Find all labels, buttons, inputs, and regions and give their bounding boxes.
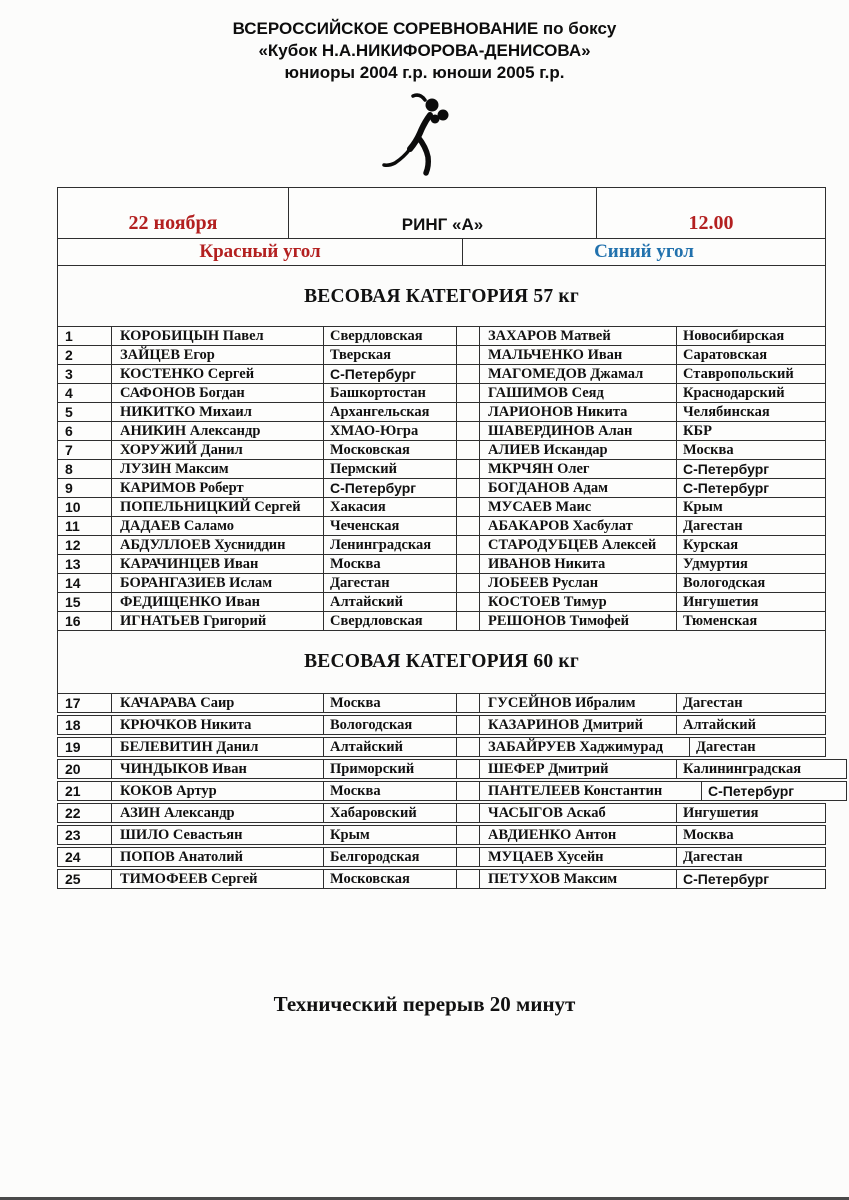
blue-boxer-region: Алтайский — [676, 716, 825, 734]
blue-boxer-name: ЛОБЕЕВ Руслан — [479, 574, 676, 592]
bout-number: 14 — [65, 575, 81, 591]
bout-row — [57, 592, 826, 612]
red-boxer-name: АНИКИН Александр — [111, 422, 323, 440]
bout-number: 7 — [65, 442, 73, 458]
corner-separator — [456, 574, 479, 592]
break-note: Технический перерыв 20 минут — [273, 992, 576, 1016]
bout-number: 16 — [65, 613, 81, 629]
red-boxer-region: С-Петербург — [323, 479, 456, 497]
red-boxer-name: ШИЛО Севастьян — [111, 826, 323, 844]
red-boxer-name: КАЧАРАВА Саир — [111, 694, 323, 712]
red-boxer-name: НИКИТКО Михаил — [111, 403, 323, 421]
red-boxer-region: Москва — [323, 555, 456, 573]
blue-boxer-region: Вологодская — [676, 574, 825, 592]
blue-boxer-name: ЛАРИОНОВ Никита — [479, 403, 676, 421]
blue-boxer-name: ЗАБАЙРУЕВ Хаджимурад — [479, 738, 689, 756]
bout-row — [57, 693, 826, 713]
blue-boxer-name: АБАКАРОВ Хасбулат — [479, 517, 676, 535]
red-boxer-region: Архангельская — [323, 403, 456, 421]
corner-separator — [456, 804, 479, 822]
corner-separator — [456, 760, 479, 778]
corner-separator — [456, 555, 479, 573]
bout-row — [57, 554, 826, 574]
bout-row — [57, 573, 826, 593]
blue-boxer-region: Краснодарский — [676, 384, 825, 402]
red-boxer-name: ЛУЗИН Максим — [111, 460, 323, 478]
corner-separator — [456, 848, 479, 866]
bout-row — [57, 478, 826, 498]
red-boxer-name: ПОПЕЛЬНИЦКИЙ Сергей — [111, 498, 323, 516]
corner-separator — [456, 536, 479, 554]
bout-row — [57, 516, 826, 536]
corner-separator — [456, 346, 479, 364]
bout-row — [57, 715, 826, 735]
red-boxer-region: Москва — [323, 694, 456, 712]
category-57-title: ВЕСОВАЯ КАТЕГОРИЯ 57 кг — [57, 266, 826, 327]
corner-separator — [456, 479, 479, 497]
category-60-title: ВЕСОВАЯ КАТЕГОРИЯ 60 кг — [57, 631, 826, 693]
corner-separator — [456, 365, 479, 383]
bout-number: 4 — [65, 385, 73, 401]
bout-row — [57, 803, 826, 823]
red-boxer-name: БЕЛЕВИТИН Данил — [111, 738, 323, 756]
bout-row — [57, 497, 826, 517]
red-boxer-region: ХМАО-Югра — [323, 422, 456, 440]
red-boxer-region: Вологодская — [323, 716, 456, 734]
blue-boxer-region: Дагестан — [676, 694, 825, 712]
bout-number: 2 — [65, 347, 73, 363]
corner-separator — [456, 498, 479, 516]
bout-number: 8 — [65, 461, 73, 477]
blue-boxer-name: ГУСЕЙНОВ Ибралим — [479, 694, 676, 712]
blue-boxer-name: МКРЧЯН Олег — [479, 460, 676, 478]
blue-boxer-region: Ингушетия — [676, 804, 825, 822]
red-boxer-region: Московская — [323, 870, 456, 888]
corner-separator — [456, 403, 479, 421]
red-boxer-region: Москва — [323, 782, 456, 800]
bout-number: 23 — [65, 827, 81, 843]
corner-separator — [456, 716, 479, 734]
blue-boxer-name: ПЕТУХОВ Максим — [479, 870, 676, 888]
bout-row — [57, 402, 826, 422]
red-boxer-region: Хабаровский — [323, 804, 456, 822]
corner-separator — [456, 460, 479, 478]
blue-boxer-region: Удмуртия — [676, 555, 825, 573]
bout-number: 6 — [65, 423, 73, 439]
blue-boxer-name: МАЛЬЧЕНКО Иван — [479, 346, 676, 364]
red-boxer-region: Белгородская — [323, 848, 456, 866]
blue-boxer-region: Дагестан — [676, 517, 825, 535]
blue-boxer-name: КОСТОЕВ Тимур — [479, 593, 676, 611]
bout-number: 17 — [65, 695, 81, 711]
blue-boxer-region: Челябинская — [676, 403, 825, 421]
bout-row — [57, 364, 826, 384]
blue-boxer-region: С-Петербург — [676, 870, 825, 888]
category-57-bouts — [57, 326, 826, 631]
red-boxer-region: Дагестан — [323, 574, 456, 592]
bout-row — [57, 459, 826, 479]
blue-boxer-region: Москва — [676, 441, 825, 459]
red-boxer-region: Крым — [323, 826, 456, 844]
bout-number: 9 — [65, 480, 73, 496]
bout-row — [57, 345, 826, 365]
blue-boxer-name: ГАШИМОВ Сеяд — [479, 384, 676, 402]
bout-number: 1 — [65, 328, 73, 344]
red-boxer-name: БОРАНГАЗИЕВ Ислам — [111, 574, 323, 592]
red-boxer-name: ЗАЙЦЕВ Егор — [111, 346, 323, 364]
bout-row — [57, 869, 826, 889]
corner-separator — [456, 593, 479, 611]
blue-boxer-name: ПАНТЕЛЕЕВ Константин — [479, 782, 701, 800]
blue-boxer-name: ЗАХАРОВ Матвей — [479, 327, 676, 345]
blue-boxer-region: Дагестан — [676, 848, 825, 866]
blue-corner-label: Синий угол — [462, 239, 825, 265]
red-boxer-region: Башкортостан — [323, 384, 456, 402]
red-boxer-region: С-Петербург — [323, 365, 456, 383]
blue-boxer-region: Крым — [676, 498, 825, 516]
title-line-1: ВСЕРОССИЙСКОЕ СОРЕВНОВАНИЕ по боксу — [232, 19, 617, 38]
red-boxer-region: Тверская — [323, 346, 456, 364]
red-boxer-name: КАРИМОВ Роберт — [111, 479, 323, 497]
bout-number: 22 — [65, 805, 81, 821]
red-boxer-name: КОСТЕНКО Сергей — [111, 365, 323, 383]
red-boxer-name: АЗИН Александр — [111, 804, 323, 822]
blue-boxer-region: Калининградская — [676, 760, 846, 778]
bout-row — [57, 781, 847, 801]
red-boxer-region: Чеченская — [323, 517, 456, 535]
red-boxer-name: КОКОВ Артур — [111, 782, 323, 800]
red-boxer-name: ХОРУЖИЙ Данил — [111, 441, 323, 459]
blue-boxer-region: С-Петербург — [676, 460, 825, 478]
blue-boxer-name: КАЗАРИНОВ Дмитрий — [479, 716, 676, 734]
blue-boxer-region: С-Петербург — [676, 479, 825, 497]
bout-row — [57, 440, 826, 460]
corner-separator — [456, 422, 479, 440]
corner-separator — [456, 327, 479, 345]
red-boxer-region: Пермский — [323, 460, 456, 478]
blue-boxer-name: РЕШОНОВ Тимофей — [479, 612, 676, 630]
bout-row — [57, 535, 826, 555]
bout-number: 24 — [65, 849, 81, 865]
corner-separator — [456, 870, 479, 888]
red-boxer-name: КАРАЧИНЦЕВ Иван — [111, 555, 323, 573]
session-date: 22 ноября — [128, 212, 218, 234]
corner-separator — [456, 826, 479, 844]
blue-boxer-region: С-Петербург — [701, 782, 846, 800]
red-boxer-region: Приморский — [323, 760, 456, 778]
bout-number: 21 — [65, 783, 81, 799]
bout-number: 12 — [65, 537, 81, 553]
bout-row — [57, 825, 826, 845]
bout-number: 10 — [65, 499, 81, 515]
blue-boxer-name: БОГДАНОВ Адам — [479, 479, 676, 497]
bout-number: 13 — [65, 556, 81, 572]
boxer-pictogram-svg — [379, 92, 471, 178]
bout-number: 20 — [65, 761, 81, 777]
blue-boxer-region: Ингушетия — [676, 593, 825, 611]
bout-row — [57, 611, 826, 631]
bout-row — [57, 383, 826, 403]
bout-number: 15 — [65, 594, 81, 610]
blue-boxer-region: Дагестан — [689, 738, 825, 756]
red-boxer-name: ЧИНДЫКОВ Иван — [111, 760, 323, 778]
blue-boxer-region: Курская — [676, 536, 825, 554]
blue-boxer-name: МУЦАЕВ Хусейн — [479, 848, 676, 866]
blue-boxer-name: ШЕФЕР Дмитрий — [479, 760, 676, 778]
bout-sheet — [57, 187, 826, 889]
blue-boxer-region: Ставропольский — [676, 365, 825, 383]
corner-separator — [456, 782, 479, 800]
red-boxer-name: КРЮЧКОВ Никита — [111, 716, 323, 734]
blue-boxer-name: ИВАНОВ Никита — [479, 555, 676, 573]
red-boxer-region: Алтайский — [323, 593, 456, 611]
bout-row — [57, 759, 847, 779]
corner-separator — [456, 738, 479, 756]
blue-boxer-region: Саратовская — [676, 346, 825, 364]
red-boxer-name: ИГНАТЬЕВ Григорий — [111, 612, 323, 630]
blue-boxer-region: Тюменская — [676, 612, 825, 630]
bout-row — [57, 421, 826, 441]
red-corner-label: Красный угол — [199, 241, 321, 262]
bout-number: 3 — [65, 366, 73, 382]
corner-separator — [456, 384, 479, 402]
title-line-2: «Кубок Н.А.НИКИФОРОВА-ДЕНИСОВА» — [258, 41, 591, 60]
red-boxer-region: Ленинградская — [323, 536, 456, 554]
blue-boxer-name: МУСАЕВ Маис — [479, 498, 676, 516]
blue-boxer-name: ШАВЕРДИНОВ Алан — [479, 422, 676, 440]
session-time: 12.00 — [688, 212, 734, 234]
red-boxer-region: Хакасия — [323, 498, 456, 516]
blue-boxer-region: Новосибирская — [676, 327, 825, 345]
blue-boxer-region: КБР — [676, 422, 825, 440]
corner-header-row — [57, 239, 826, 266]
red-boxer-region: Свердловская — [323, 327, 456, 345]
bout-row — [57, 326, 826, 346]
blue-boxer-name: МАГОМЕДОВ Джамал — [479, 365, 676, 383]
bout-number: 18 — [65, 717, 81, 733]
boxer-icon — [0, 92, 849, 178]
corner-separator — [456, 694, 479, 712]
bout-number: 5 — [65, 404, 73, 420]
blue-boxer-name: АЛИЕВ Искандар — [479, 441, 676, 459]
blue-boxer-name: ЧАСЫГОВ Аскаб — [479, 804, 676, 822]
corner-separator — [456, 517, 479, 535]
bout-row — [57, 737, 826, 757]
session-header-row — [57, 187, 826, 239]
category-60-bouts — [57, 693, 826, 889]
red-boxer-region: Алтайский — [323, 738, 456, 756]
bout-number: 19 — [65, 739, 81, 755]
red-boxer-name: ДАДАЕВ Саламо — [111, 517, 323, 535]
bout-number: 25 — [65, 871, 81, 887]
title-line-3: юниоры 2004 г.р. юноши 2005 г.р. — [284, 63, 565, 82]
corner-separator — [456, 441, 479, 459]
blue-boxer-name: СТАРОДУБЦЕВ Алексей — [479, 536, 676, 554]
blue-boxer-region: Москва — [676, 826, 825, 844]
red-boxer-name: ПОПОВ Анатолий — [111, 848, 323, 866]
ring-label: РИНГ «А» — [288, 188, 597, 238]
doc-title — [0, 18, 849, 84]
bout-row — [57, 847, 826, 867]
corner-separator — [456, 612, 479, 630]
red-boxer-name: КОРОБИЦЫН Павел — [111, 327, 323, 345]
red-boxer-region: Свердловская — [323, 612, 456, 630]
bout-number: 11 — [65, 518, 80, 534]
red-boxer-name: ФЕДИЩЕНКО Иван — [111, 593, 323, 611]
blue-boxer-name: АВДИЕНКО Антон — [479, 826, 676, 844]
red-boxer-name: САФОНОВ Богдан — [111, 384, 323, 402]
red-boxer-region: Московская — [323, 441, 456, 459]
red-boxer-name: ТИМОФЕЕВ Сергей — [111, 870, 323, 888]
red-boxer-name: АБДУЛЛОЕВ Хусниддин — [111, 536, 323, 554]
